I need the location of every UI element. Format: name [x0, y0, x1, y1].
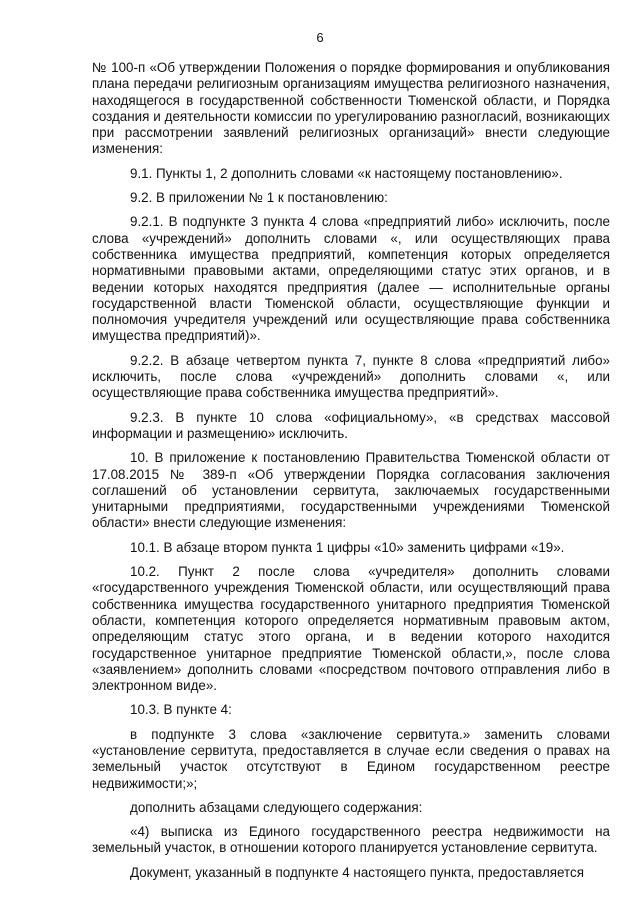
paragraph: 10.3. В пункте 4: — [130, 702, 232, 718]
paragraph: в подпункте 3 слова «заключение сервитута.» заменить словами «установление сервитута, предоставляется в случае если сведения о правах на земельный участок отсутствуют в Едином государственном реестре недвижимости;»; — [92, 726, 610, 791]
paragraph: № 100-п «Об утверждении Положения о порядке формирования и опубликования плана передачи религиозным организациям имущества религиозного назначения, находящегося в государственной собственности Тюменской области, и Порядка создания и деятельности комиссии по урегулированию разногласий, возникающих при рассмотрении заявлений религиозных организаций» внести следующие изменения: — [92, 60, 610, 157]
paragraph: 9.2.1. В подпункте 3 пункта 4 слова «предприятий либо» исключить, после слова «учреждений» дополнить словами «, или осуществляющих права собственника имущества предприятий, компетенция которых определяется нормативными правовыми актами, определяющими статус этих органов, и в ведении которых находятся предприятия (далее — исполнительные органы государственной власти Тюменской области, осуществляющие функции и полномочия учредителя учреждений или осуществляющие права собственника имущества предприятий)». — [92, 214, 610, 344]
paragraph: 9.1. Пункты 1, 2 дополнить словами «к настоящему постановлению». — [130, 165, 563, 181]
paragraph: 10.1. В абзаце втором пункта 1 цифры «10» заменить цифрами «19». — [130, 539, 565, 555]
paragraph: 10.2. Пункт 2 после слова «учредителя» дополнить словами «государственного учреждения Тюменской области, или осуществляющий права собственника имущества государственного унитарного предприятия Тюменской области, компетенция которого определяется нормативным правовым актом, определяющим статус этого органа, и в ведении которого находится государственное унитарное предприятие Тюменской области,», после слова «заявлением» дополнить словами «посредством почтового отправления либо в электронном виде». — [92, 564, 610, 694]
paragraph: 10. В приложение к постановлению Правительства Тюменской области от 17.08.2015 № 389-п «Об утверждении Порядка согласования заключения соглашений об установлении сервитута, заключаемых государственными унитарными предприятиями, государственными учреждениями Тюменской области» внести следующие изменения: — [92, 450, 610, 531]
paragraph: Документ, указанный в подпункте 4 настоящего пункта, предоставляется — [130, 864, 584, 880]
paragraph: 9.2.2. В абзаце четвертом пункта 7, пункте 8 слова «предприятий либо» исключить, после слова «учреждений» дополнить словами «, или осуществляющие права собственника имущества предприятий». — [92, 352, 610, 401]
paragraph: «4) выписка из Единого государственного реестра недвижимости на земельный участок, в отношении которого планируется установление сервитута. — [92, 824, 610, 856]
paragraph: 9.2. В приложении № 1 к постановлению: — [130, 190, 388, 206]
document-body — [92, 60, 610, 889]
page-number: 6 — [316, 30, 324, 45]
paragraph: дополнить абзацами следующего содержания: — [130, 799, 423, 815]
paragraph: 9.2.3. В пункте 10 слова «официальному», «в средствах массовой информации и размещению» исключить. — [92, 409, 610, 441]
